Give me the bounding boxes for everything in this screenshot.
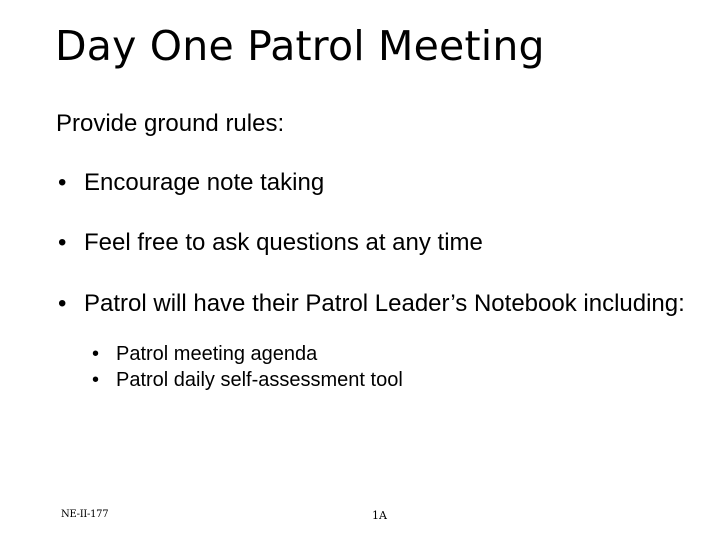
bullet-text: Encourage note taking	[84, 169, 325, 196]
slide-title: Day One Patrol Meeting	[55, 22, 545, 70]
bullet-text: Patrol will have their Patrol Leader’s Notebook including:	[84, 290, 685, 317]
intro-text: Provide ground rules:	[56, 110, 285, 137]
sub-bullet-text: Patrol meeting agenda	[116, 343, 318, 365]
sub-bullet-marker: •	[92, 369, 100, 391]
bullet-text: Feel free to ask questions at any time	[84, 229, 483, 256]
sub-bullet-marker: •	[92, 343, 100, 365]
sub-bullet-text: Patrol daily self-assessment tool	[116, 369, 403, 391]
slide-number: 1A	[372, 509, 387, 522]
bullet-marker: •	[58, 169, 67, 196]
bullet-marker: •	[58, 290, 67, 317]
bullet-marker: •	[58, 229, 67, 256]
footer-code: NE-II-177	[61, 509, 109, 520]
